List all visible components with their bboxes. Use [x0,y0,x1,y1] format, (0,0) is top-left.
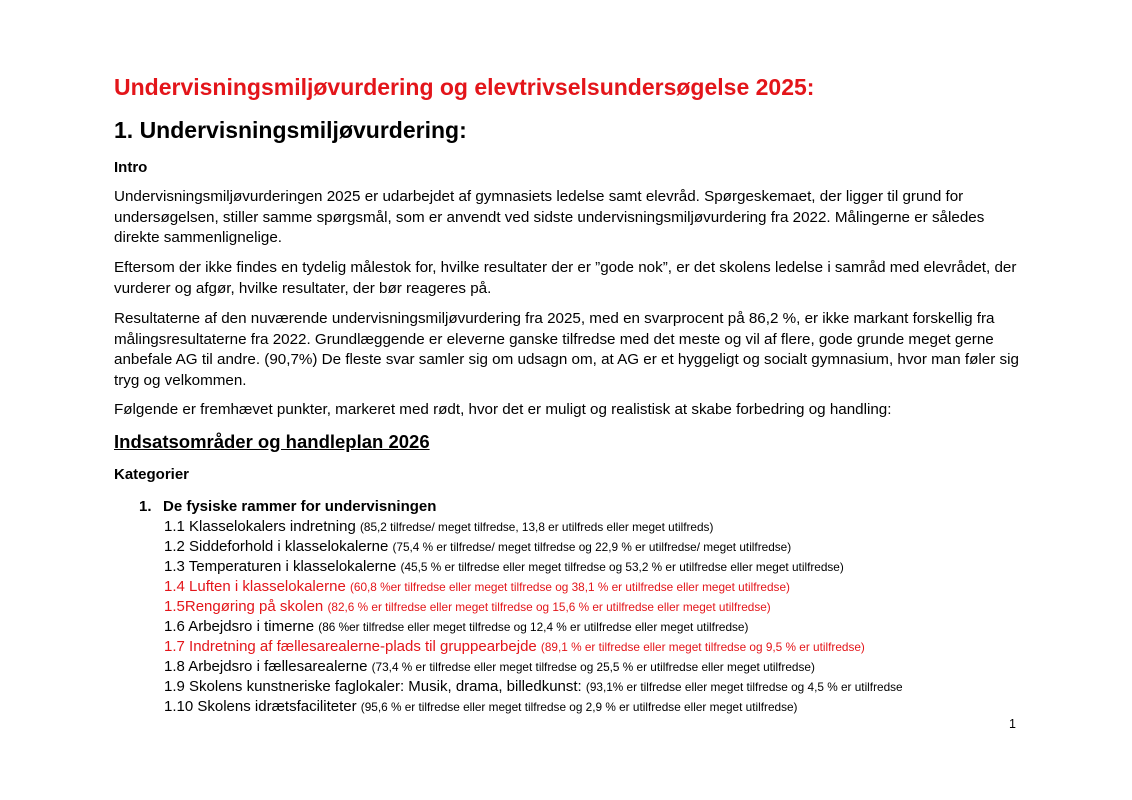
category-item-1-1 [164,517,903,537]
category-item-1-6 [164,617,903,637]
category-item-1-4 [164,577,903,597]
category-group-number: 1. [139,498,152,515]
item-number: 1.1 [164,518,190,535]
item-label: Rengøring på skolen [184,598,328,615]
category-item-list [164,517,903,717]
page-number: 1 [1009,717,1016,731]
action-plan-heading: Indsatsområder og handleplan 2026 [114,431,430,452]
section-title: 1. Undervisningsmiljøvurdering: [114,117,467,143]
categories-heading: Kategorier [114,466,190,483]
item-number: 1.5 [164,598,185,615]
item-number: 1.9 [164,678,190,695]
item-label: Skolens kunstneriske faglokaler: Musik, drama, billedkunst: [189,678,586,695]
intro-heading: Intro [114,159,148,176]
main-title: Undervisningsmiljøvurdering og elevtrivselsundersøgelse 2025: [114,74,815,100]
item-detail: (75,4 % er tilfredse/ meget tilfredse og 22,9 % er utilfredse/ meget utilfredse) [392,540,792,554]
item-label: Arbejdsro i fællesarealerne [188,658,372,675]
item-detail: (85,2 tilfredse/ meget tilfredse, 13,8 er utilfreds eller meget utilfreds) [359,520,714,534]
item-label: Indretning af fællesarealerne-plads til gruppearbejde [189,638,541,655]
category-item-1-5 [164,597,903,617]
intro-paragraph-4: Følgende er fremhævet punkter, markeret med rødt, hvor det er muligt og realistisk at skabe forbedring og handling: [114,401,892,418]
item-label: Arbejdsro i timerne [188,618,319,635]
item-detail: (60,8 %er tilfredse eller meget tilfredse og 38,1 % er utilfredse eller meget utilfredse) [349,580,790,594]
category-item-1-9 [164,677,903,697]
intro-paragraph-3: Resultaterne af den nuværende undervisningsmiljøvurdering fra 2025, med en svarprocent på 86,2 %, er ikke markant forskellig fra målingsresultaterne fra 2022. Grundlæggende er eleverne ganske tilfredse med det meste og vil af flere, gode grunde meget gerne anbefale AG til andre. (90,7%) De fleste svar samler sig om udsagn om, at AG er et hyggeligt og socialt gymnasium, hvor man føler sig tryg og velkommen. [114,310,1019,389]
item-number: 1.4 [164,578,190,595]
item-number: 1.3 [164,558,189,575]
item-label: Skolens idrætsfaciliteter [197,698,361,715]
item-number: 1.2 [164,538,190,555]
item-detail: (82,6 % er tilfredse eller meget tilfredse og 15,6 % er utilfredse eller meget utilfredse) [327,600,771,614]
item-detail: (73,4 % er tilfredse eller meget tilfredse og 25,5 % er utilfredse eller meget utilfredse) [371,660,815,674]
intro-paragraph-1: Undervisningsmiljøvurderingen 2025 er udarbejdet af gymnasiets ledelse samt elevråd. Spørgeskemaet, der ligger til grund for undersøgelsen, stiller samme spørgsmål, som er anvendt ved sidste undervisningsmiljøvurdering fra 2022. Målingerne er således direkte sammenlignelige. [114,188,985,246]
category-group-title: De fysiske rammer for undervisningen [163,498,437,515]
item-number: 1.10 [164,698,198,715]
category-item-1-10 [164,697,903,717]
item-number: 1.7 [164,638,190,655]
item-detail: (45,5 % er tilfredse eller meget tilfredse og 53,2 % er utilfredse eller meget utilfredse) [400,560,844,574]
item-number: 1.8 [164,658,189,675]
category-item-1-8 [164,657,903,677]
item-label: Temperaturen i klasselokalerne [188,558,401,575]
category-item-1-3 [164,557,903,577]
item-detail: (93,1% er tilfredse eller meget tilfredse og 4,5 % er utilfredse [585,680,903,694]
category-group-heading [139,498,436,515]
category-item-1-7 [164,637,903,657]
item-label: Klasselokalers indretning [189,518,360,535]
item-detail: (89,1 % er tilfredse eller meget tilfredse og 9,5 % er utilfredse) [540,640,865,654]
category-item-1-2 [164,537,903,557]
item-detail: (95,6 % er tilfredse eller meget tilfredse og 2,9 % er utilfredse eller meget utilfredse) [360,700,798,714]
item-number: 1.6 [164,618,189,635]
intro-paragraph-2: Eftersom der ikke findes en tydelig målestok for, hvilke resultater der er ”gode nok”, er det skolens ledelse i samråd med elevrådet, der vurderer og afgør, hvilke resultater, der bør reageres på. [114,259,1017,297]
item-label: Luften i klasselokalerne [189,578,350,595]
item-label: Siddeforhold i klasselokalerne [189,538,393,555]
item-detail: (86 %er tilfredse eller meget tilfredse og 12,4 % er utilfredse eller meget utilfredse) [318,620,749,634]
